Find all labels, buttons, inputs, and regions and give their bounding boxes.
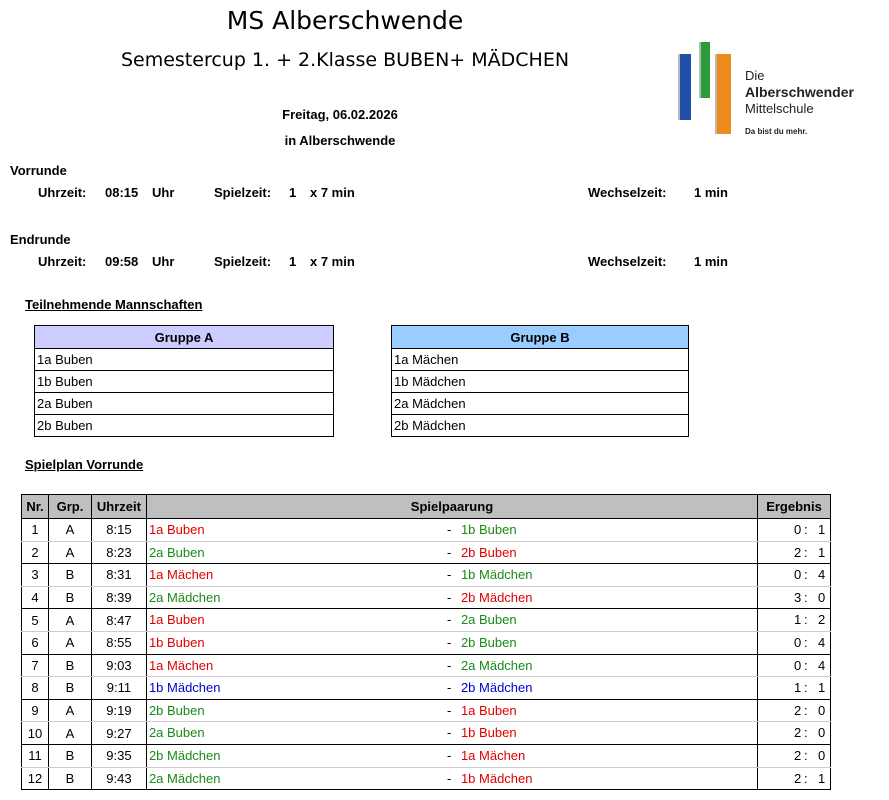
score-home: 1 <box>794 612 802 628</box>
row-nr: 3 <box>22 564 49 587</box>
endrunde-wechsel: 1 min <box>694 254 728 269</box>
col-grp: Grp. <box>48 495 91 519</box>
logo-bar-orange <box>715 54 731 134</box>
pairing-dash: - <box>446 634 452 650</box>
page-subtitle: Semestercup 1. + 2.Klasse BUBEN+ MÄDCHEN <box>120 49 570 71</box>
pairing-dash: - <box>446 612 452 628</box>
logo-tagline: Da bist du mehr. <box>745 127 808 136</box>
row-time: 9:19 <box>91 699 146 722</box>
group-a-team: 2a Buben <box>35 393 334 415</box>
home-team: 1b Mädchen <box>148 680 221 696</box>
vorrunde-wechsel-label: Wechselzeit: <box>588 185 667 200</box>
row-grp: A <box>48 541 91 564</box>
col-nr: Nr. <box>22 495 49 519</box>
score-away: 1 <box>818 522 826 537</box>
score-away: 1 <box>818 770 826 786</box>
home-team: 2a Mädchen <box>148 589 221 605</box>
away-team: 1b Buben <box>460 522 517 537</box>
row-nr: 9 <box>22 699 49 722</box>
score-away: 0 <box>818 702 826 718</box>
row-result <box>758 654 831 677</box>
home-team: 2b Buben <box>148 702 205 718</box>
group-b-team: 2a Mädchen <box>392 393 689 415</box>
logo-text-die: Die <box>745 68 765 83</box>
home-team: 2b Mädchen <box>148 747 221 763</box>
col-spielpaarung: Spielpaarung <box>146 495 757 519</box>
pairing-dash: - <box>446 544 452 560</box>
pairing-dash: - <box>446 522 452 537</box>
group-b-table <box>391 325 689 437</box>
row-result <box>758 631 831 654</box>
away-team: 2a Mädchen <box>460 657 533 673</box>
away-team: 2b Mädchen <box>460 680 533 696</box>
row-grp: A <box>48 699 91 722</box>
away-team: 1b Mädchen <box>460 770 533 786</box>
row-nr: 4 <box>22 586 49 609</box>
score-away: 0 <box>818 589 826 605</box>
vorrunde-wechsel: 1 min <box>694 185 728 200</box>
row-grp: A <box>48 631 91 654</box>
score-home: 2 <box>794 770 802 786</box>
row-time: 8:31 <box>91 564 146 587</box>
schedule-body <box>22 519 831 790</box>
group-a-header: Gruppe A <box>35 326 334 349</box>
away-team: 2b Buben <box>460 544 517 560</box>
away-team: 2a Buben <box>460 612 517 628</box>
row-pairing <box>146 699 757 722</box>
endrunde-spielzeit-label: Spielzeit: <box>214 254 272 269</box>
home-team: 1b Buben <box>148 634 205 650</box>
score-colon: : <box>804 567 808 583</box>
col-uhrzeit: Uhrzeit <box>91 495 146 519</box>
row-nr: 7 <box>22 654 49 677</box>
endrunde-uhrzeit-label: Uhrzeit: <box>38 254 87 269</box>
endrunde-uhrzeit: 09:58 <box>105 254 139 269</box>
score-colon: : <box>804 702 808 718</box>
row-nr: 5 <box>22 609 49 632</box>
table-row <box>22 541 831 564</box>
row-time: 9:35 <box>91 744 146 767</box>
vorrunde-spielzeit-n: 1 <box>289 185 297 200</box>
away-team: 2b Mädchen <box>460 589 533 605</box>
score-colon: : <box>804 680 808 696</box>
row-pairing <box>146 677 757 700</box>
pairing-dash: - <box>446 657 452 673</box>
row-result <box>758 677 831 700</box>
school-logo <box>672 38 887 143</box>
score-home: 0 <box>794 567 802 583</box>
row-result <box>758 541 831 564</box>
group-b-team: 1b Mädchen <box>392 371 689 393</box>
score-home: 2 <box>794 747 802 763</box>
endrunde-wechsel-label: Wechselzeit: <box>588 254 667 269</box>
table-row <box>22 767 831 790</box>
group-a-team: 1b Buben <box>35 371 334 393</box>
vorrunde-heading: Vorrunde <box>10 163 67 178</box>
home-team: 2a Mädchen <box>148 770 221 786</box>
row-result <box>758 699 831 722</box>
vorrunde-uhrzeit-label: Uhrzeit: <box>38 185 87 200</box>
score-away: 4 <box>818 567 826 583</box>
event-place: in Alberschwende <box>284 133 396 148</box>
pairing-dash: - <box>446 567 452 583</box>
row-result <box>758 722 831 745</box>
row-pairing <box>146 609 757 632</box>
home-team: 2a Buben <box>148 544 205 560</box>
row-grp: B <box>48 586 91 609</box>
row-result <box>758 767 831 790</box>
score-away: 1 <box>818 544 826 560</box>
row-pairing <box>146 564 757 587</box>
group-b-team: 2b Mädchen <box>392 415 689 437</box>
score-away: 4 <box>818 657 826 673</box>
row-nr: 11 <box>22 744 49 767</box>
schedule-table <box>21 494 831 790</box>
row-grp: B <box>48 677 91 700</box>
table-row <box>22 586 831 609</box>
row-nr: 6 <box>22 631 49 654</box>
row-nr: 12 <box>22 767 49 790</box>
row-result <box>758 519 831 542</box>
away-team: 1a Mächen <box>460 747 526 763</box>
score-colon: : <box>804 725 808 741</box>
table-row <box>22 609 831 632</box>
away-team: 2b Buben <box>460 634 517 650</box>
row-grp: A <box>48 609 91 632</box>
row-pairing <box>146 631 757 654</box>
score-colon: : <box>804 612 808 628</box>
table-row <box>22 744 831 767</box>
home-team: 2a Buben <box>148 725 205 741</box>
vorrunde-uhr: Uhr <box>152 185 175 200</box>
endrunde-spielzeit-dur: x 7 min <box>310 254 355 269</box>
score-away: 0 <box>818 725 826 741</box>
group-b-header: Gruppe B <box>392 326 689 349</box>
row-grp: B <box>48 564 91 587</box>
logo-text-alberschwender: Alberschwender <box>745 84 854 100</box>
table-row <box>22 631 831 654</box>
pairing-dash: - <box>446 725 452 741</box>
score-colon: : <box>804 770 808 786</box>
home-team: 1a Mächen <box>148 657 214 673</box>
logo-bar-blue <box>678 54 691 120</box>
group-a-team: 1a Buben <box>35 349 334 371</box>
away-team: 1b Mädchen <box>460 567 533 583</box>
row-result <box>758 609 831 632</box>
row-time: 9:11 <box>91 677 146 700</box>
col-ergebnis: Ergebnis <box>758 495 831 519</box>
score-colon: : <box>804 634 808 650</box>
score-colon: : <box>804 657 808 673</box>
table-row <box>22 564 831 587</box>
row-pairing <box>146 654 757 677</box>
row-grp: B <box>48 654 91 677</box>
score-home: 2 <box>794 725 802 741</box>
table-row <box>22 722 831 745</box>
row-time: 8:23 <box>91 541 146 564</box>
row-pairing <box>146 519 757 542</box>
event-date: Freitag, 06.02.2026 <box>282 107 398 122</box>
score-home: 3 <box>794 589 802 605</box>
vorrunde-spielzeit-dur: x 7 min <box>310 185 355 200</box>
row-time: 9:27 <box>91 722 146 745</box>
row-grp: A <box>48 722 91 745</box>
logo-bar-green <box>699 42 710 98</box>
score-home: 2 <box>794 702 802 718</box>
endrunde-uhr: Uhr <box>152 254 175 269</box>
row-time: 9:03 <box>91 654 146 677</box>
page-title: MS Alberschwende <box>226 6 464 35</box>
row-time: 8:55 <box>91 631 146 654</box>
score-colon: : <box>804 589 808 605</box>
vorrunde-spielzeit-label: Spielzeit: <box>214 185 272 200</box>
row-pairing <box>146 744 757 767</box>
row-pairing <box>146 767 757 790</box>
table-row <box>22 654 831 677</box>
home-team: 1a Buben <box>148 612 205 628</box>
score-away: 4 <box>818 634 826 650</box>
home-team: 1a Buben <box>148 522 205 537</box>
endrunde-spielzeit-n: 1 <box>289 254 297 269</box>
row-grp: B <box>48 744 91 767</box>
away-team: 1a Buben <box>460 702 517 718</box>
pairing-dash: - <box>446 770 452 786</box>
score-away: 1 <box>818 680 826 696</box>
pairing-dash: - <box>446 680 452 696</box>
score-home: 2 <box>794 544 802 560</box>
teams-heading: Teilnehmende Mannschaften <box>25 297 203 312</box>
group-a-team: 2b Buben <box>35 415 334 437</box>
table-row <box>22 699 831 722</box>
row-result <box>758 564 831 587</box>
pairing-dash: - <box>446 747 452 763</box>
row-nr: 1 <box>22 519 49 542</box>
row-result <box>758 744 831 767</box>
score-home: 0 <box>794 634 802 650</box>
row-grp: B <box>48 767 91 790</box>
row-pairing <box>146 586 757 609</box>
table-row <box>22 519 831 542</box>
row-nr: 10 <box>22 722 49 745</box>
row-result <box>758 586 831 609</box>
row-time: 9:43 <box>91 767 146 790</box>
vorrunde-uhrzeit: 08:15 <box>105 185 139 200</box>
logo-text-mittelschule: Mittelschule <box>745 101 814 116</box>
score-colon: : <box>804 747 808 763</box>
home-team: 1a Mächen <box>148 567 214 583</box>
table-row <box>22 677 831 700</box>
away-team: 1b Buben <box>460 725 517 741</box>
group-a-table <box>34 325 334 437</box>
score-colon: : <box>804 522 808 537</box>
score-colon: : <box>804 544 808 560</box>
score-home: 0 <box>794 657 802 673</box>
row-nr: 8 <box>22 677 49 700</box>
pairing-dash: - <box>446 702 452 718</box>
row-grp: A <box>48 519 91 542</box>
group-b-team: 1a Mächen <box>392 349 689 371</box>
row-time: 8:15 <box>91 519 146 542</box>
row-pairing <box>146 541 757 564</box>
plan-heading: Spielplan Vorrunde <box>25 457 144 472</box>
pairing-dash: - <box>446 589 452 605</box>
row-nr: 2 <box>22 541 49 564</box>
row-pairing <box>146 722 757 745</box>
score-home: 0 <box>794 522 802 537</box>
endrunde-heading: Endrunde <box>10 232 71 247</box>
score-away: 0 <box>818 747 826 763</box>
row-time: 8:47 <box>91 609 146 632</box>
score-home: 1 <box>794 680 802 696</box>
score-away: 2 <box>818 612 826 628</box>
row-time: 8:39 <box>91 586 146 609</box>
